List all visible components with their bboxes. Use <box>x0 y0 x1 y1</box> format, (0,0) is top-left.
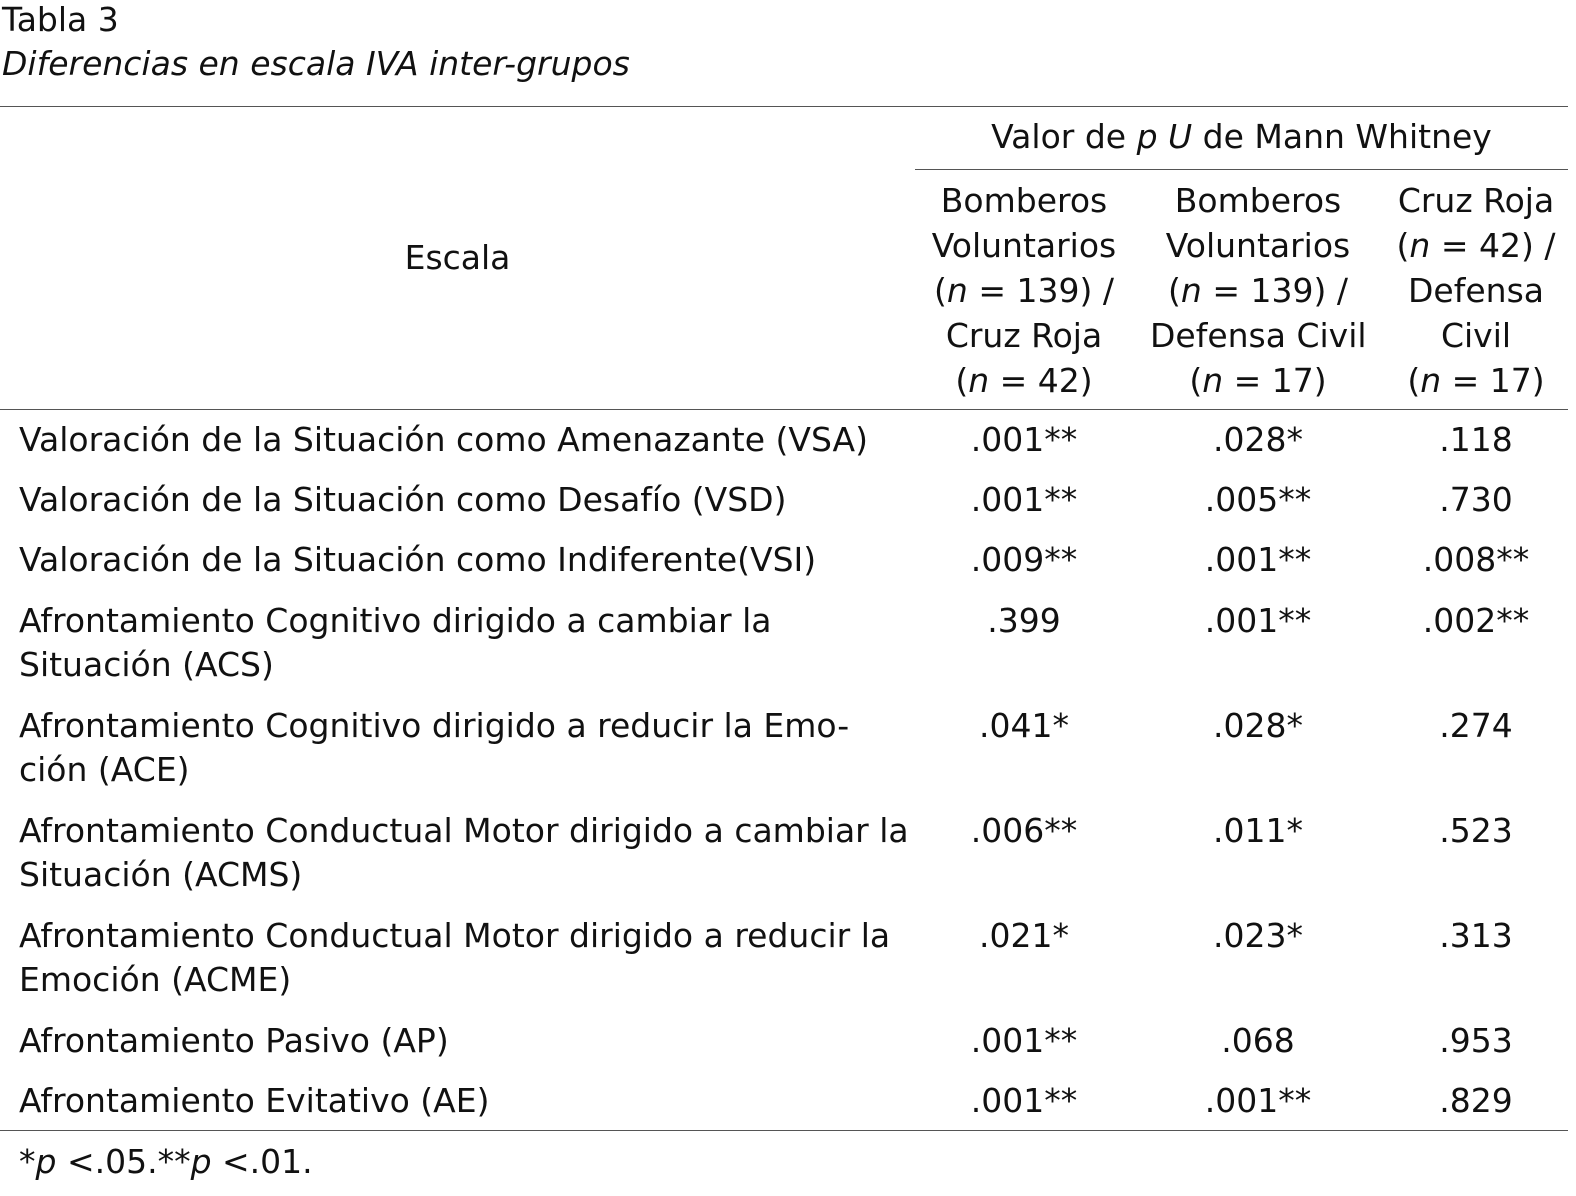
column-header-line: Defensa Civil <box>1150 316 1367 355</box>
row-label: Afrontamiento Conductual Motor dirigido a cambiar la Situación (ACMS) <box>19 811 909 894</box>
column-header-line: Civil <box>1440 316 1512 355</box>
cell-value: .001** <box>970 420 1078 459</box>
cell-value: .023* <box>1213 916 1303 955</box>
column-header-1 <box>918 178 1130 403</box>
group-rule <box>915 169 1568 170</box>
table-note: *p <.05.**p <.01. <box>19 1142 313 1181</box>
column-header-line: Voluntarios <box>931 226 1117 265</box>
column-header-line: (n = 17) <box>1189 361 1327 400</box>
column-header-line: Voluntarios <box>1165 226 1351 265</box>
group-header-mid <box>1158 117 1169 156</box>
group-header-p: p <box>1136 117 1158 156</box>
column-header-line: (n = 17) <box>1407 361 1545 400</box>
cell-value: .006** <box>970 811 1078 850</box>
escala-header: Escala <box>404 238 511 277</box>
row-label: Afrontamiento Conductual Motor dirigido a reducir la Emoción (ACME) <box>19 916 891 999</box>
cell-value: .041* <box>979 706 1069 745</box>
row-label: Afrontamiento Pasivo (AP) <box>19 1021 449 1060</box>
column-header-line: (n = 139) / <box>1168 271 1348 310</box>
column-header-line: Cruz Roja <box>1397 181 1555 220</box>
cell-value: .001** <box>1204 1081 1312 1120</box>
cell-value: .274 <box>1439 706 1513 745</box>
column-header-line: Defensa <box>1408 271 1544 310</box>
column-header-3 <box>1386 178 1566 403</box>
header-rule <box>0 409 1568 410</box>
cell-value: .005** <box>1204 480 1312 519</box>
column-header-line: (n = 42) <box>955 361 1093 400</box>
row-label: Valoración de la Situación como Desafío (VSD) <box>19 480 787 519</box>
column-header-line: (n = 139) / <box>934 271 1114 310</box>
column-header-line: (n = 42) / <box>1396 226 1556 265</box>
row-label: Afrontamiento Cognitivo dirigido a cambiar la Situación (ACS) <box>19 601 772 684</box>
cell-value: .953 <box>1439 1021 1513 1060</box>
group-header-pre: Valor de <box>991 117 1137 156</box>
cell-value: .399 <box>987 601 1061 640</box>
group-header <box>915 116 1568 158</box>
cell-value: .001** <box>970 1081 1078 1120</box>
table-title: Diferencias en escala IVA inter-grupos <box>2 44 630 83</box>
cell-value: .118 <box>1439 420 1513 459</box>
cell-value: .313 <box>1439 916 1513 955</box>
cell-value: .009** <box>970 540 1078 579</box>
cell-value: .001** <box>970 1021 1078 1060</box>
cell-value: .021* <box>979 916 1069 955</box>
row-label: Valoración de la Situación como Indiferente(VSI) <box>19 540 817 579</box>
column-header-line: Bomberos <box>940 181 1108 220</box>
table-number: Tabla 3 <box>2 0 119 39</box>
cell-value: .730 <box>1439 480 1513 519</box>
cell-value: .028* <box>1213 706 1303 745</box>
cell-value: .001** <box>970 480 1078 519</box>
cell-value: .011* <box>1213 811 1303 850</box>
group-header-post: de Mann Whitney <box>1192 117 1492 156</box>
cell-value: .523 <box>1439 811 1513 850</box>
cell-value: .002** <box>1422 601 1530 640</box>
column-header-2 <box>1150 178 1366 403</box>
group-header-u: U <box>1168 117 1193 156</box>
cell-value: .068 <box>1221 1021 1295 1060</box>
column-header-line: Cruz Roja <box>945 316 1103 355</box>
cell-value: .001** <box>1204 540 1312 579</box>
row-label: Valoración de la Situación como Amenazante (VSA) <box>19 420 868 459</box>
bottom-rule <box>0 1130 1568 1131</box>
row-label: Afrontamiento Cognitivo dirigido a reducir la Emo- ción (ACE) <box>19 706 850 789</box>
cell-value: .001** <box>1204 601 1312 640</box>
top-rule <box>0 106 1568 107</box>
cell-value: .829 <box>1439 1081 1513 1120</box>
column-header-line: Bomberos <box>1174 181 1342 220</box>
cell-value: .008** <box>1422 540 1530 579</box>
cell-value: .028* <box>1213 420 1303 459</box>
row-label: Afrontamiento Evitativo (AE) <box>19 1081 490 1120</box>
